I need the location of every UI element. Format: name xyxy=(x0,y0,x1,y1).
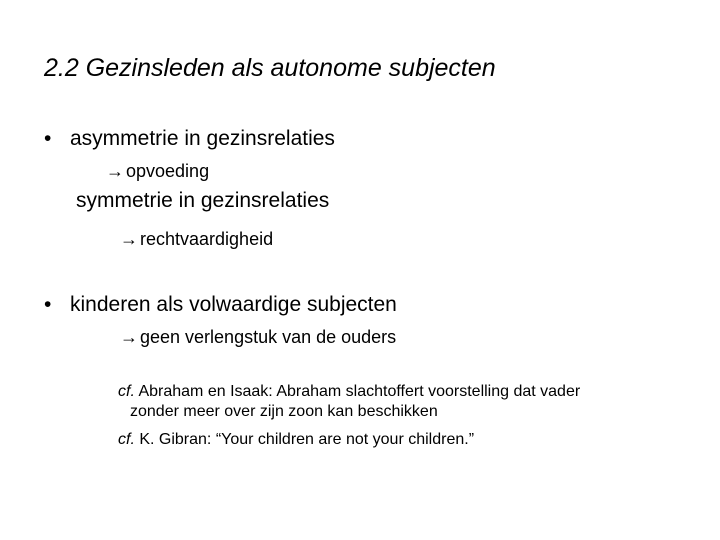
arrow-right-icon: → xyxy=(120,327,138,347)
sub-item-text: rechtvaardigheid xyxy=(140,229,274,249)
note-prefix: cf. xyxy=(118,383,135,400)
note-prefix: cf. xyxy=(118,431,135,448)
bullet-item-kinderen xyxy=(44,292,397,318)
note-text: K. Gibran: “Your children are not your children.” xyxy=(134,431,475,448)
bullet-icon: • xyxy=(44,127,52,150)
plain-line-symmetrie: symmetrie in gezinsrelaties xyxy=(76,189,330,212)
arrow-right-icon: → xyxy=(120,229,138,249)
sub-item-text: opvoeding xyxy=(126,161,210,181)
sub-item-text: geen verlengstuk van de ouders xyxy=(140,327,397,347)
bullet-icon: • xyxy=(44,293,52,316)
sub-item-verlengstuk xyxy=(120,326,396,348)
arrow-right-icon: → xyxy=(106,161,124,181)
note-abraham-continued: zonder meer over zijn zoon kan beschikken xyxy=(130,403,438,420)
slide-title: 2.2 Gezinsleden als autonome subjecten xyxy=(44,54,496,82)
sub-item-opvoeding xyxy=(106,160,209,182)
bullet-text: asymmetrie in gezinsrelaties xyxy=(70,127,335,150)
sub-item-rechtvaardigheid xyxy=(120,228,273,250)
note-abraham xyxy=(118,382,580,402)
note-gibran xyxy=(118,430,474,450)
bullet-item-asymmetrie xyxy=(44,126,335,152)
note-text: Abraham en Isaak: Abraham slachtoffert voorstelling dat vader xyxy=(134,383,581,400)
bullet-text: kinderen als volwaardige subjecten xyxy=(70,293,397,316)
